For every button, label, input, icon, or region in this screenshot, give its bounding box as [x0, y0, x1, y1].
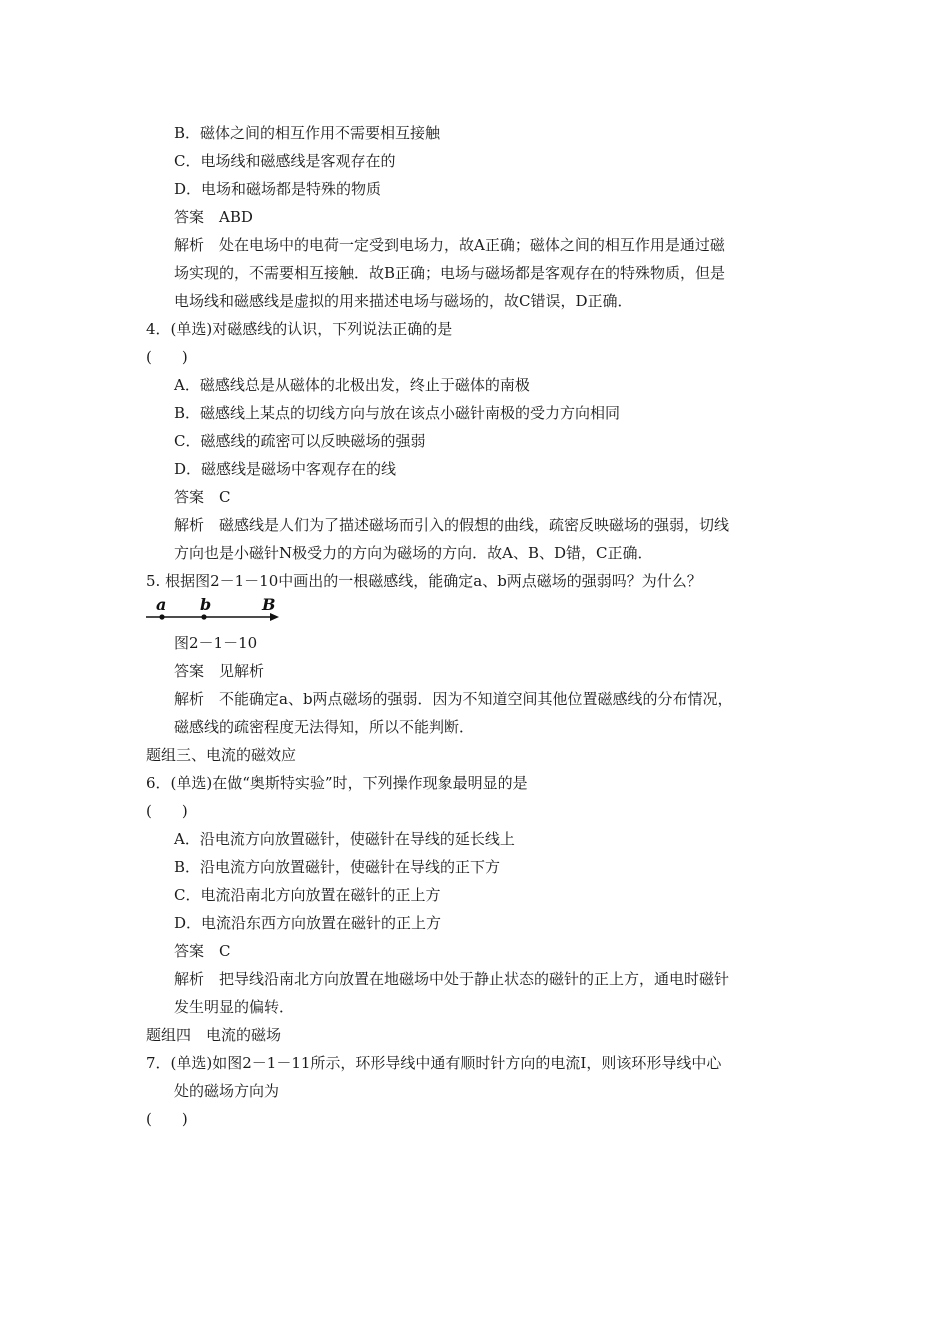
option-6b: B．沿电流方向放置磁针，使磁针在导线的正下方 — [174, 858, 501, 876]
answer-blank-6: ( ) — [146, 802, 188, 820]
arrow-head-icon — [270, 613, 279, 621]
analysis-5-line2: 磁感线的疏密程度无法得知，所以不能判断． — [174, 718, 475, 736]
analysis-4-line1: 解析 磁感线是人们为了描述磁场而引入的假想的曲线，疏密反映磁场的强弱，切线 — [174, 516, 730, 534]
analysis-6-line1: 解析 把导线沿南北方向放置在地磁场中处于静止状态的磁针的正上方，通电时磁针 — [174, 970, 730, 988]
section-heading-4: 题组四 电流的磁场 — [146, 1026, 282, 1044]
point-a — [159, 614, 164, 619]
option-4c: C．磁感线的疏密可以反映磁场的强弱 — [174, 432, 426, 450]
answer-blank-7: ( ) — [146, 1110, 188, 1128]
question-7-line1: 7．(单选)如图2－1－11所示，环形导线中通有顺时针方向的电流I，则该环形导线中心 — [146, 1054, 722, 1072]
label-B: B — [262, 595, 276, 614]
answer-blank-4: ( ) — [146, 348, 188, 366]
analysis-5-line1: 解析 不能确定a、b两点磁场的强弱．因为不知道空间其他位置磁感线的分布情况， — [174, 690, 733, 708]
option-4a: A．磁感线总是从磁体的北极出发，终止于磁体的南极 — [174, 376, 530, 394]
question-4: 4．(单选)对磁感线的认识，下列说法正确的是 — [146, 320, 453, 338]
label-a: a — [156, 595, 167, 614]
option-4d: D．磁感线是磁场中客观存在的线 — [174, 460, 397, 478]
analysis-3-line3: 电场线和磁感线是虚拟的用来描述电场与磁场的，故C错误，D正确． — [174, 292, 633, 310]
point-b — [201, 614, 206, 619]
section-heading-3: 题组三、电流的磁效应 — [146, 746, 297, 764]
figure-2-1-10 — [146, 592, 286, 626]
figure-caption: 图2－1－10 — [174, 634, 258, 652]
analysis-3-line2: 场实现的，不需要相互接触．故B正确；电场与磁场都是客观存在的特殊物质，但是 — [174, 264, 726, 282]
answer-4: 答案 C — [174, 488, 231, 506]
analysis-6-line2: 发生明显的偏转． — [174, 998, 295, 1016]
option-3b: B．磁体之间的相互作用不需要相互接触 — [174, 124, 441, 142]
label-b: b — [200, 595, 212, 614]
answer-5: 答案 见解析 — [174, 662, 265, 680]
option-6d: D．电流沿东西方向放置在磁针的正上方 — [174, 914, 442, 932]
option-3c: C．电场线和磁感线是客观存在的 — [174, 152, 396, 170]
question-6: 6．(单选)在做“奥斯特实验”时，下列操作现象最明显的是 — [146, 774, 528, 792]
question-5: 5. 根据图2－1－10中画出的一根磁感线，能确定a、b两点磁场的强弱吗？为什么？ — [146, 572, 702, 590]
analysis-4-line2: 方向也是小磁针N极受力的方向为磁场的方向．故A、B、D错，C正确． — [174, 544, 653, 562]
answer-3: 答案 ABD — [174, 208, 253, 226]
option-6a: A．沿电流方向放置磁针，使磁针在导线的延长线上 — [174, 830, 515, 848]
answer-6: 答案 C — [174, 942, 231, 960]
option-3d: D．电场和磁场都是特殊的物质 — [174, 180, 382, 198]
analysis-3-line1: 解析 处在电场中的电荷一定受到电场力，故A正确；磁体之间的相互作用是通过磁 — [174, 236, 725, 254]
option-6c: C．电流沿南北方向放置在磁针的正上方 — [174, 886, 441, 904]
question-7-line2: 处的磁场方向为 — [174, 1082, 280, 1100]
option-4b: B．磁感线上某点的切线方向与放在该点小磁针南极的受力方向相同 — [174, 404, 621, 422]
